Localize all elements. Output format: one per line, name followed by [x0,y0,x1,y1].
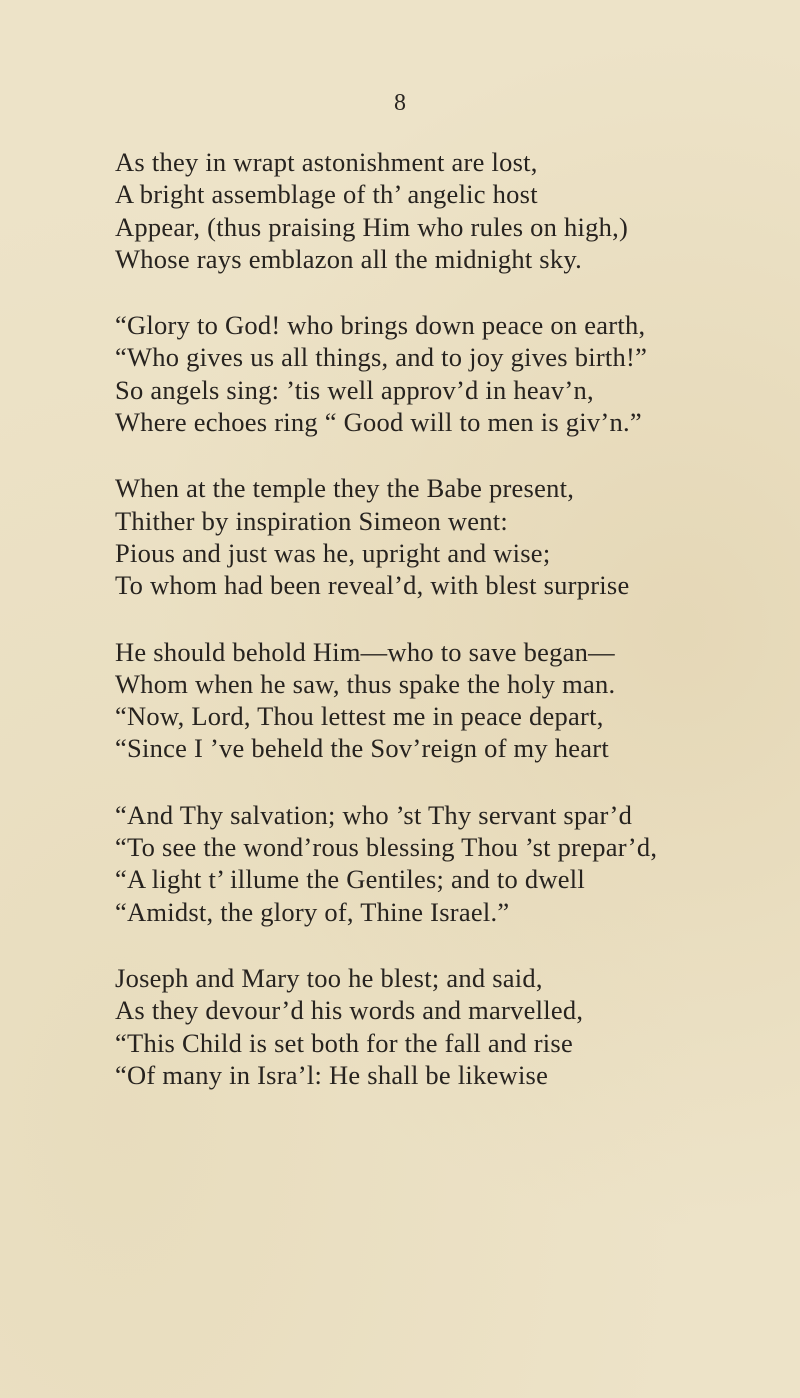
verse-line: To whom had been reveal’d, with blest surprise [115,570,630,601]
verse-line: “This Child is set both for the fall and rise [115,1027,573,1058]
verse-line: “Of many in Isra’l: He shall be likewise [115,1059,549,1090]
verse-line: Whose rays emblazon all the midnight sky. [115,243,583,274]
verse-line: Whom when he saw, thus spake the holy man. [115,668,616,699]
stanza-4 [115,636,795,765]
verse-line: He should behold Him—who to save began— [115,636,615,667]
verse-line: Joseph and Mary too he blest; and said, [115,962,543,993]
stanza-2 [115,309,795,438]
poem-body [115,146,795,1125]
verse-line: As they devour’d his words and marvelled, [115,995,584,1026]
verse-line: So angels sing: ’tis well approv’d in heav’n, [115,374,594,405]
verse-line: “Glory to God! who brings down peace on earth, [115,310,646,341]
verse-line: As they in wrapt astonishment are lost, [115,147,538,177]
stanza-1 [115,146,795,275]
verse-line: “Now, Lord, Thou lettest me in peace depart, [115,701,604,732]
verse-line: When at the temple they the Babe present, [115,473,575,504]
stanza-6 [115,962,795,1091]
verse-line: Thither by inspiration Simeon went: [115,505,508,536]
verse-line: “Who gives us all things, and to joy gives birth!” [115,342,648,373]
verse-line: Where echoes ring “ Good will to men is giv’n.” [115,407,642,438]
stanza-5 [115,799,795,928]
verse-line: “A light t’ illume the Gentiles; and to dwell [115,864,586,895]
stanza-3 [115,472,795,601]
verse-line: Pious and just was he, upright and wise; [115,537,551,568]
verse-line: “And Thy salvation; who ’st Thy servant spar’d [115,799,633,830]
verse-line: “To see the wond’rous blessing Thou ’st prepar’d, [115,832,658,863]
verse-line: “Amidst, the glory of, Thine Israel.” [115,896,510,927]
page-number: 8 [394,90,406,116]
verse-line: “Since I ’ve beheld the Sov’reign of my heart [115,733,609,764]
verse-line: A bright assemblage of th’ angelic host [115,179,538,210]
verse-line: Appear, (thus praising Him who rules on high,) [115,211,629,242]
